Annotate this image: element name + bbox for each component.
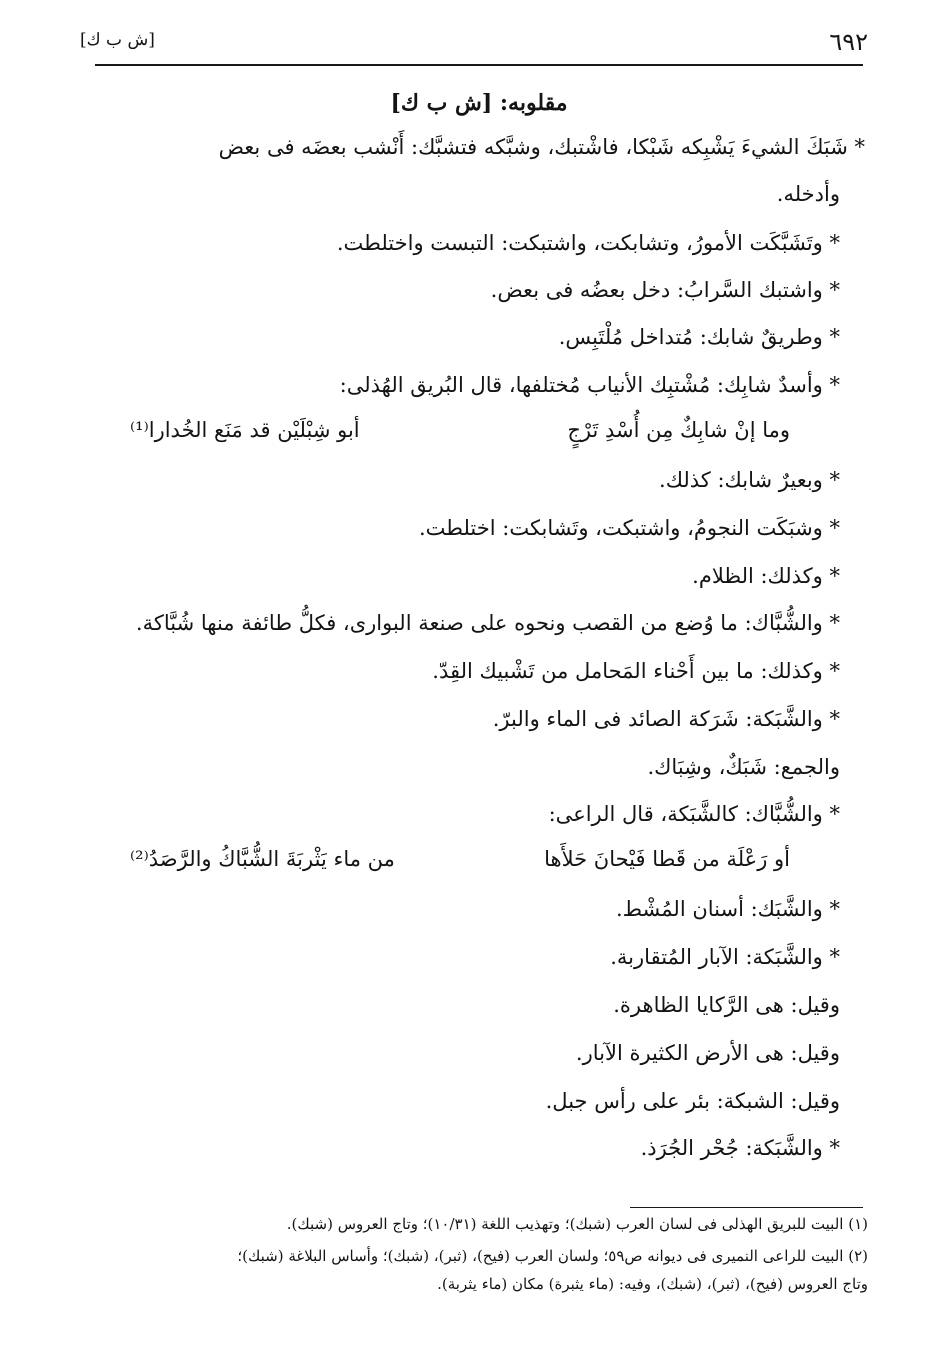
verse-line bbox=[130, 415, 790, 445]
page-number: ٦٩٢ bbox=[829, 28, 868, 56]
entry-line: * وطريقٌ شابك: مُتداخل مُلْتَبِس. bbox=[558, 325, 840, 349]
entry-line: * والشُّبَّاك: ما وُضع من القصب ونحوه على صنعة البوارى، فكلُّ طائفة منها شُبَّاكة. bbox=[135, 611, 840, 635]
entry-line: * والشَّبَكة: الآبار المُتقاربة. bbox=[610, 945, 840, 969]
entry-line: * والشَّبَكة: شَرَكة الصائد فى الماء والبرّ. bbox=[492, 707, 840, 731]
footnote: (٢) البيت للراعى النميرى فى ديوانه ص٥٩؛ ولسان العرب (فيح)، (ثبر)، (شبك)؛ وأساس البلاغة (شبك)؛ bbox=[237, 1247, 868, 1265]
running-header-root: [ش ب ك] bbox=[80, 30, 155, 50]
entry-line: * وتَشَبَّكَت الأمورُ، وتشابكت، واشتبكت: التبست واختلطت. bbox=[336, 231, 840, 255]
entry-line: * وكذلك: الظلام. bbox=[692, 564, 840, 588]
footnote-rule bbox=[630, 1207, 863, 1208]
verse-first-hemistich: أو رَعْلَة من قَطا فَيْحانَ حَلأَها bbox=[544, 847, 790, 871]
verse-first-hemistich: وما إنْ شابِكٌ مِن أُسْدِ تَرْجٍ bbox=[567, 418, 790, 442]
entry-line: * وشبَكَت النجومُ، واشتبكت، وتَشابكت: اختلطت. bbox=[418, 516, 840, 540]
entry-line: وأدخله. bbox=[776, 182, 840, 206]
verse-second-hemistich: أبو شِبْلَيْن قد مَنَع الخُدارا⁽¹⁾ bbox=[130, 418, 360, 442]
entry-line: * والشَّبَكة: جُحْر الجُرَذ. bbox=[640, 1136, 840, 1160]
verse-line bbox=[130, 844, 790, 874]
entry-line: * وبعيرٌ شابك: كذلك. bbox=[659, 468, 840, 492]
footnote: وتاج العروس (فيح)، (ثبر)، (شبك)، وفيه: (ماء يثبرة) مكان (ماء يثربة). bbox=[437, 1275, 868, 1293]
entry-line: * شَبَكَ الشيءَ يَشْبِكه شَبْكا، فاشْتبك، وشبَّكه فتشبَّك: أَنْشب بعضَه فى بعض bbox=[218, 135, 865, 159]
header-rule bbox=[95, 64, 863, 66]
entry-line: * والشُّبَّاك: كالشَّبَكة، قال الراعى: bbox=[548, 802, 840, 826]
entry-line: وقيل: هى الأرض الكثيرة الآبار. bbox=[575, 1041, 840, 1065]
section-title: مقلوبه: [ش ب ك] bbox=[390, 90, 568, 116]
entry-line: وقيل: الشبكة: بئر على رأس جبل. bbox=[545, 1089, 840, 1113]
verse-second-hemistich: من ماء يَثْربَةَ الشُّبَّاكُ والرَّصَدُ⁽²⁾ bbox=[130, 847, 395, 871]
footnote: (١) البيت للبريق الهذلى فى لسان العرب (شبك)؛ وتهذيب اللغة (١٠/٣١)؛ وتاج العروس (شبك). bbox=[286, 1215, 868, 1233]
entry-line: * وأسدٌ شابِك: مُشْتبِك الأنياب مُختلفها، قال البُريق الهُذلى: bbox=[339, 373, 840, 397]
entry-line: * والشَّبَك: أسنان المُشْط. bbox=[615, 897, 840, 921]
entry-line: وقيل: هى الرَّكايا الظاهرة. bbox=[613, 993, 840, 1017]
entry-line: * وكذلك: ما بين أَحْناء المَحامل من تَشْبيك القِدّ. bbox=[432, 659, 840, 683]
entry-line: * واشتبك السَّرابُ: دخل بعضُه فى بعض. bbox=[490, 278, 840, 302]
entry-line: والجمع: شَبَكٌ، وشِبَاك. bbox=[647, 755, 840, 779]
